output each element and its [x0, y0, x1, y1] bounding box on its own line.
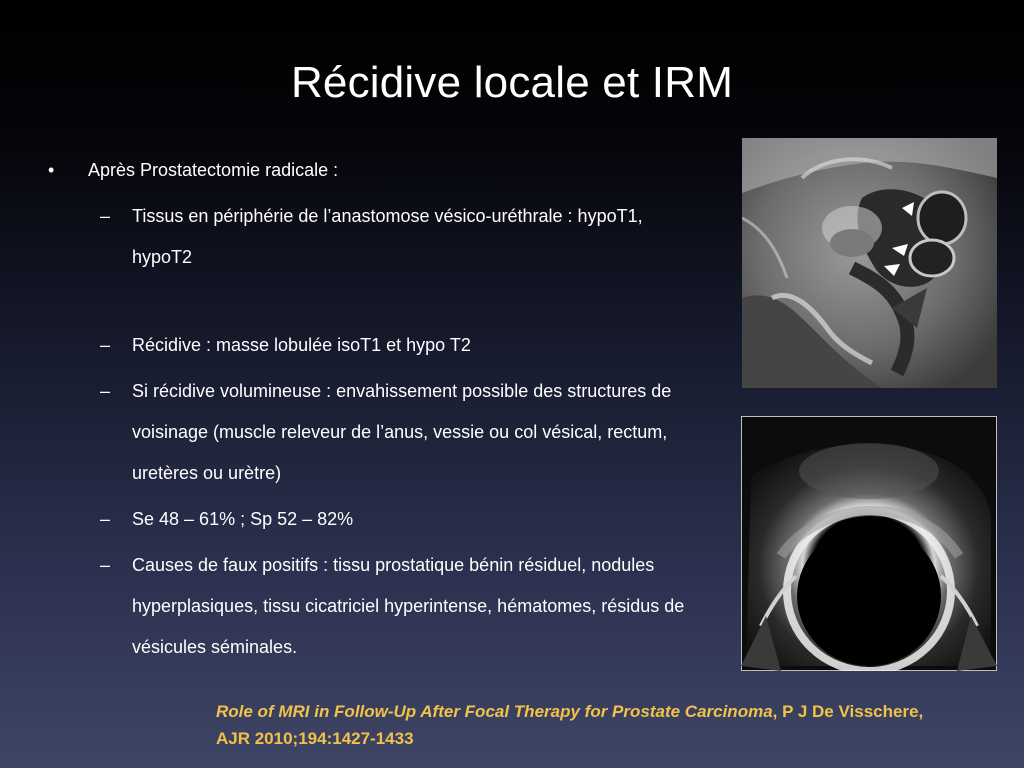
sub-bullet-text: Se 48 – 61% ; Sp 52 – 82%	[132, 509, 354, 529]
citation-authors: , P J De Visschere, AJR 2010;194:1427-1433	[216, 702, 924, 748]
sub-bullet	[48, 196, 698, 278]
main-bullet	[48, 150, 698, 190]
sagittal-mri-image	[742, 138, 997, 388]
dash-icon: –	[100, 335, 111, 355]
dash-icon: –	[100, 381, 111, 401]
sub-bullet	[48, 499, 698, 540]
bullet-list	[48, 150, 698, 668]
dash-icon: –	[100, 555, 111, 575]
sub-bullet	[48, 325, 698, 366]
bullet-icon: •	[48, 160, 55, 180]
sub-bullet-text: Causes de faux positifs : tissu prostatique bénin résiduel, nodules hyperplasiques, tissu cicatriciel hyperintense, hématomes, résidus de vésicules séminales.	[132, 555, 685, 657]
sub-bullet	[48, 545, 698, 668]
citation	[216, 698, 936, 752]
dash-icon: –	[100, 509, 111, 529]
sub-bullet	[48, 371, 698, 494]
main-bullet-text: Après Prostatectomie radicale :	[88, 160, 339, 180]
dash-icon: –	[100, 206, 111, 226]
slide-title: Récidive locale et IRM	[290, 58, 734, 107]
axial-mri-image	[741, 416, 997, 671]
citation-title: Role of MRI in Follow-Up After Focal Therapy for Prostate Carcinoma	[216, 702, 773, 721]
sub-bullet-text: Si récidive volumineuse : envahissement possible des structures de voisinage (muscle releveur de l’anus, vessie ou col vésical, rectum, uretères ou urètre)	[132, 381, 672, 483]
sub-bullet-text: Récidive : masse lobulée isoT1 et hypo T2	[132, 335, 471, 355]
sub-bullet-text: Tissus en périphérie de l’anastomose vésico-uréthrale : hypoT1, hypoT2	[132, 206, 643, 267]
